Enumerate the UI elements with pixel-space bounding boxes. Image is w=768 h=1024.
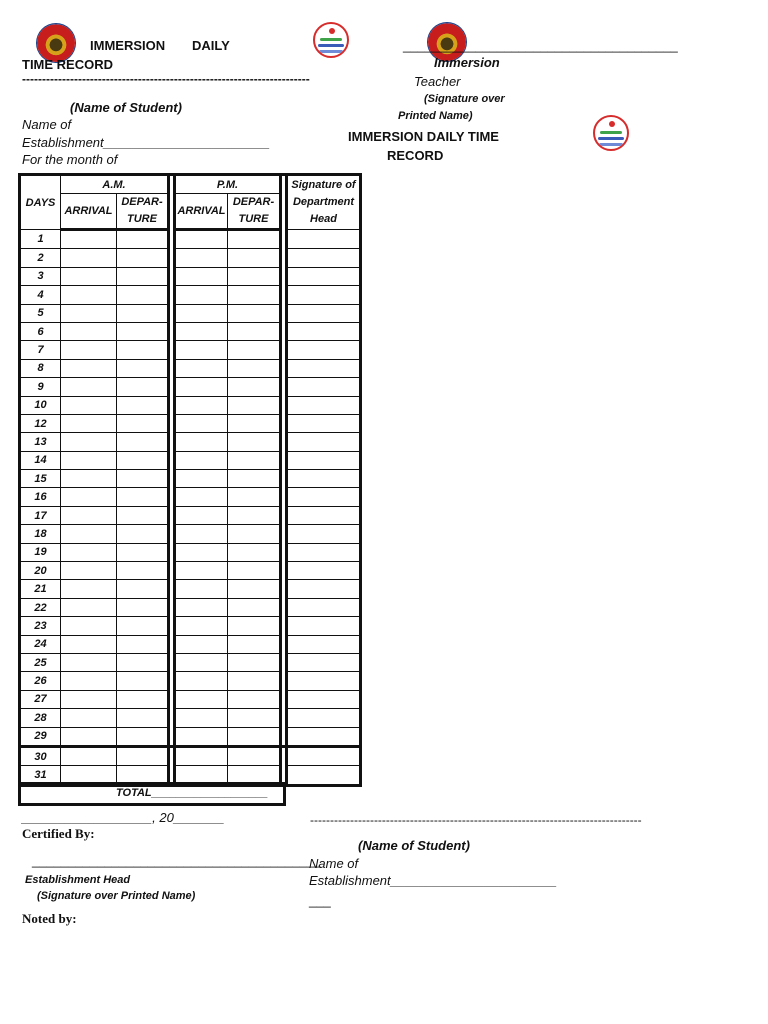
signature-header-line1: Signature of: [291, 179, 356, 191]
pm-departure-cell: [228, 304, 281, 322]
pm-arrival-cell: [175, 580, 228, 598]
pm-arrival-cell: [175, 653, 228, 671]
am-arrival-cell: [61, 635, 117, 653]
signature-cell: [287, 580, 361, 598]
noted-by-label: Noted by:: [22, 911, 77, 926]
pm-departure-line2: TURE: [238, 213, 269, 225]
table-row: [20, 304, 361, 322]
am-arrival-cell: [61, 378, 117, 396]
day-number-cell: 5: [20, 304, 61, 322]
table-row: [20, 580, 361, 598]
am-arrival-cell: [61, 580, 117, 598]
table-row: [20, 727, 361, 746]
pm-arrival-cell: [175, 506, 228, 524]
am-departure-cell: [117, 709, 169, 727]
am-arrival-cell: [61, 230, 117, 249]
am-arrival-cell: [61, 690, 117, 708]
pm-arrival-cell: [175, 396, 228, 414]
header-dashed-line: ------------------------------------------------------------------------: [22, 72, 310, 86]
signature-cell: [287, 709, 361, 727]
signature-cell: [287, 230, 361, 249]
pm-arrival-cell: [175, 414, 228, 432]
am-departure-cell: [117, 653, 169, 671]
am-departure-cell: [117, 341, 169, 359]
establishment-label-2: [22, 135, 270, 150]
month-label: For the month of: [22, 152, 118, 167]
pm-departure-cell: [228, 267, 281, 285]
day-number-cell: 24: [20, 635, 61, 653]
establishment-blank: _______________________: [103, 135, 270, 150]
am-departure-cell: [117, 543, 169, 561]
am-arrival-cell: [61, 267, 117, 285]
signature-header-line2: Department: [292, 196, 355, 208]
table-row: [20, 378, 361, 396]
am-departure-cell: [117, 617, 169, 635]
pm-departure-cell: [228, 506, 281, 524]
am-arrival-cell: [61, 341, 117, 359]
teacher-sig-2: Printed Name): [398, 110, 473, 122]
signature-cell: [287, 727, 361, 746]
signature-cell: [287, 359, 361, 377]
day-number-cell: 16: [20, 488, 61, 506]
table-row: [20, 709, 361, 727]
days-header: DAYS: [20, 175, 61, 230]
am-departure-cell: [117, 230, 169, 249]
pm-departure-cell: [228, 727, 281, 746]
day-number-cell: 15: [20, 470, 61, 488]
day-number-cell: 2: [20, 249, 61, 267]
table-row: [20, 230, 361, 249]
teacher-signature-blank: ______________________________________: [403, 38, 678, 53]
day-number-cell: 19: [20, 543, 61, 561]
establishment-head-blank: ________________________________________: [32, 853, 322, 868]
am-departure-cell: [117, 672, 169, 690]
pm-departure-cell: [228, 580, 281, 598]
signature-cell: [287, 635, 361, 653]
pm-arrival-cell: [175, 322, 228, 340]
am-arrival-cell: [61, 359, 117, 377]
am-arrival-cell: [61, 322, 117, 340]
pm-departure-cell: [228, 249, 281, 267]
signature-cell: [287, 653, 361, 671]
footer-establishment-blank: _______________________: [390, 873, 557, 888]
pm-departure-cell: [228, 690, 281, 708]
pm-departure-line1: DEPAR-: [232, 196, 275, 208]
signature-cell: [287, 506, 361, 524]
teacher-sig-1: (Signature over: [424, 93, 505, 105]
pm-arrival-cell: [175, 690, 228, 708]
am-departure-cell: [117, 470, 169, 488]
table-row: [20, 543, 361, 561]
table-row: [20, 451, 361, 469]
day-number-cell: 3: [20, 267, 61, 285]
pm-departure-cell: [228, 635, 281, 653]
pm-departure-cell: [228, 672, 281, 690]
pm-arrival-cell: [175, 543, 228, 561]
establishment-head-sig: (Signature over Printed Name): [37, 890, 196, 902]
deped-logo-right: [593, 115, 629, 151]
table-row: [20, 433, 361, 451]
am-arrival-cell: [61, 617, 117, 635]
title-time-record: TIME RECORD: [22, 57, 113, 72]
date-line: __________________, 20_______: [22, 810, 225, 825]
pm-departure-cell: [228, 451, 281, 469]
signature-cell: [287, 562, 361, 580]
am-departure-cell: [117, 580, 169, 598]
signature-cell: [287, 378, 361, 396]
table-row: [20, 746, 361, 765]
signature-cell: [287, 690, 361, 708]
pm-departure-cell: [228, 286, 281, 304]
day-number-cell: 30: [20, 746, 61, 765]
student-name-caption: (Name of Student): [70, 100, 182, 115]
am-departure-cell: [117, 286, 169, 304]
pm-departure-cell: [228, 433, 281, 451]
pm-arrival-cell: [175, 727, 228, 746]
signature-cell: [287, 488, 361, 506]
footer-short-blank: ___: [309, 893, 331, 908]
table-row: [20, 322, 361, 340]
am-departure-cell: [117, 378, 169, 396]
day-number-cell: 21: [20, 580, 61, 598]
signature-cell: [287, 617, 361, 635]
pm-arrival-cell: [175, 488, 228, 506]
day-number-cell: 27: [20, 690, 61, 708]
am-arrival-cell: [61, 672, 117, 690]
am-arrival-cell: [61, 286, 117, 304]
am-departure-cell: [117, 727, 169, 746]
pm-arrival-cell: [175, 378, 228, 396]
signature-cell: [287, 451, 361, 469]
establishment-label-1: Name of: [22, 117, 72, 132]
signature-cell: [287, 598, 361, 616]
pm-arrival-cell: [175, 598, 228, 616]
am-arrival-cell: [61, 304, 117, 322]
pm-arrival-cell: [175, 470, 228, 488]
pm-arrival-header: ARRIVAL: [175, 194, 228, 230]
am-departure-cell: [117, 451, 169, 469]
table-row: [20, 690, 361, 708]
am-departure-cell: [117, 525, 169, 543]
am-departure-cell: [117, 396, 169, 414]
table-row: [20, 249, 361, 267]
am-departure-cell: [117, 598, 169, 616]
pm-departure-cell: [228, 653, 281, 671]
pm-departure-cell: [228, 488, 281, 506]
day-number-cell: 23: [20, 617, 61, 635]
establishment-label: Establishment: [22, 135, 104, 150]
establishment-head-label: Establishment Head: [25, 874, 131, 886]
table-row: [20, 470, 361, 488]
day-number-cell: 13: [20, 433, 61, 451]
signature-cell: [287, 267, 361, 285]
am-arrival-cell: [61, 451, 117, 469]
day-number-cell: 31: [20, 766, 61, 785]
pm-departure-cell: [228, 562, 281, 580]
table-row: [20, 653, 361, 671]
pm-departure-cell: [228, 396, 281, 414]
certified-by-label: Certified By:: [22, 826, 95, 841]
am-arrival-cell: [61, 525, 117, 543]
footer-student-caption: (Name of Student): [358, 838, 470, 853]
pm-departure-cell: [228, 230, 281, 249]
pm-arrival-cell: [175, 635, 228, 653]
am-arrival-header: ARRIVAL: [61, 194, 117, 230]
pm-departure-cell: [228, 322, 281, 340]
signature-cell: [287, 396, 361, 414]
table-row: [20, 396, 361, 414]
pm-arrival-cell: [175, 267, 228, 285]
am-arrival-cell: [61, 249, 117, 267]
table-row: [20, 672, 361, 690]
am-arrival-cell: [61, 727, 117, 746]
footer-est-label-2: [309, 873, 557, 888]
am-arrival-cell: [61, 488, 117, 506]
pm-departure-cell: [228, 341, 281, 359]
day-number-cell: 17: [20, 506, 61, 524]
pm-departure-cell: [228, 617, 281, 635]
signature-header-line3: Head: [310, 213, 337, 225]
table-row: [20, 598, 361, 616]
day-number-cell: 26: [20, 672, 61, 690]
signature-cell: [287, 746, 361, 765]
daily-time-record-table: [18, 173, 362, 787]
am-departure-cell: [117, 635, 169, 653]
am-departure-cell: [117, 506, 169, 524]
day-number-cell: 7: [20, 341, 61, 359]
am-departure-line2: TURE: [127, 213, 157, 225]
total-blank: ___________________: [151, 787, 268, 799]
am-departure-cell: [117, 746, 169, 765]
am-departure-cell: [117, 433, 169, 451]
am-departure-line1: DEPAR-: [121, 196, 163, 208]
pm-departure-cell: [228, 598, 281, 616]
signature-cell: [287, 672, 361, 690]
total-label: TOTAL: [116, 787, 152, 799]
pm-departure-cell: [228, 709, 281, 727]
am-arrival-cell: [61, 470, 117, 488]
am-arrival-cell: [61, 709, 117, 727]
day-number-cell: 28: [20, 709, 61, 727]
table-row: [20, 414, 361, 432]
am-departure-cell: [117, 304, 169, 322]
deped-logo-center: [313, 22, 349, 58]
am-departure-cell: [117, 322, 169, 340]
teacher-label-2: Teacher: [414, 74, 461, 89]
am-departure-cell: [117, 488, 169, 506]
am-arrival-cell: [61, 506, 117, 524]
day-number-cell: 22: [20, 598, 61, 616]
am-arrival-cell: [61, 543, 117, 561]
right-title-2: RECORD: [387, 148, 444, 163]
signature-cell: [287, 304, 361, 322]
signature-header: [287, 175, 361, 230]
pm-arrival-cell: [175, 304, 228, 322]
pm-arrival-cell: [175, 562, 228, 580]
teacher-label-1: Immersion: [434, 55, 500, 70]
day-number-cell: 6: [20, 322, 61, 340]
pm-header: P.M.: [175, 175, 281, 194]
day-number-cell: 1: [20, 230, 61, 249]
signature-cell: [287, 341, 361, 359]
table-row: [20, 359, 361, 377]
pm-arrival-cell: [175, 672, 228, 690]
day-number-cell: 14: [20, 451, 61, 469]
signature-cell: [287, 525, 361, 543]
am-departure-cell: [117, 562, 169, 580]
right-title-1: IMMERSION DAILY TIME: [348, 129, 499, 144]
day-number-cell: 18: [20, 525, 61, 543]
table-row: [20, 525, 361, 543]
table-row: [20, 488, 361, 506]
title-immersion: IMMERSION: [90, 38, 166, 53]
am-arrival-cell: [61, 746, 117, 765]
signature-cell: [287, 433, 361, 451]
signature-cell: [287, 322, 361, 340]
pm-arrival-cell: [175, 286, 228, 304]
signature-cell: [287, 470, 361, 488]
am-arrival-cell: [61, 414, 117, 432]
signature-cell: [287, 543, 361, 561]
day-number-cell: 8: [20, 359, 61, 377]
signature-cell: [287, 414, 361, 432]
total-box: [18, 782, 286, 806]
pm-arrival-cell: [175, 709, 228, 727]
pm-arrival-cell: [175, 525, 228, 543]
pm-departure-cell: [228, 543, 281, 561]
am-arrival-cell: [61, 598, 117, 616]
footer-establishment-label: Establishment: [309, 873, 391, 888]
pm-departure-cell: [228, 470, 281, 488]
day-number-cell: 9: [20, 378, 61, 396]
day-number-cell: 20: [20, 562, 61, 580]
signature-cell: [287, 766, 361, 785]
pm-arrival-cell: [175, 249, 228, 267]
table-row: [20, 562, 361, 580]
table-row: [20, 635, 361, 653]
pm-arrival-cell: [175, 746, 228, 765]
am-arrival-cell: [61, 396, 117, 414]
signature-cell: [287, 286, 361, 304]
pm-departure-cell: [228, 746, 281, 765]
pm-departure-cell: [228, 378, 281, 396]
pm-arrival-cell: [175, 433, 228, 451]
am-header: A.M.: [61, 175, 169, 194]
day-number-cell: 25: [20, 653, 61, 671]
pm-arrival-cell: [175, 359, 228, 377]
am-arrival-cell: [61, 562, 117, 580]
pm-arrival-cell: [175, 617, 228, 635]
day-number-cell: 4: [20, 286, 61, 304]
pm-arrival-cell: [175, 341, 228, 359]
signature-cell: [287, 249, 361, 267]
am-arrival-cell: [61, 433, 117, 451]
am-departure-cell: [117, 267, 169, 285]
am-departure-cell: [117, 249, 169, 267]
pm-arrival-cell: [175, 451, 228, 469]
table-row: [20, 617, 361, 635]
am-departure-header: [117, 194, 169, 230]
day-number-cell: 12: [20, 414, 61, 432]
day-number-cell: 10: [20, 396, 61, 414]
am-departure-cell: [117, 359, 169, 377]
pm-departure-header: [228, 194, 281, 230]
title-daily: DAILY: [192, 38, 230, 53]
table-row: [20, 267, 361, 285]
table-row: [20, 506, 361, 524]
am-departure-cell: [117, 690, 169, 708]
day-number-cell: 29: [20, 727, 61, 746]
table-row: [20, 286, 361, 304]
pm-arrival-cell: [175, 230, 228, 249]
pm-departure-cell: [228, 525, 281, 543]
pm-departure-cell: [228, 414, 281, 432]
footer-est-label-1: Name of: [309, 856, 359, 871]
am-departure-cell: [117, 414, 169, 432]
am-arrival-cell: [61, 653, 117, 671]
table-row: [20, 341, 361, 359]
pm-departure-cell: [228, 359, 281, 377]
footer-dashed-line: -----------------------------------------------------------------------------------: [310, 813, 642, 827]
